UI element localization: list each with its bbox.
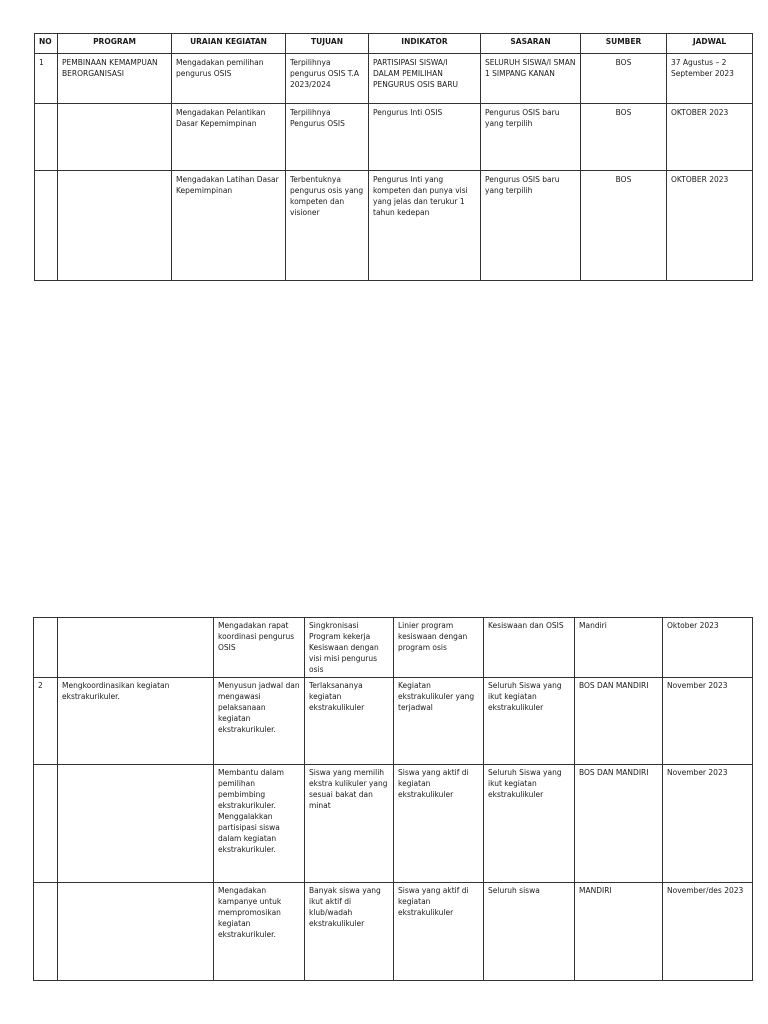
header-program: PROGRAM — [58, 34, 172, 54]
header-uraian-kegiatan: URAIAN KEGIATAN — [172, 34, 286, 54]
cell-sumber: BOS DAN MANDIRI — [575, 765, 663, 883]
cell-indikator: Kegiatan ekstrakulikuler yang terjadwal — [394, 678, 484, 765]
cell-sumber: MANDIRI — [575, 883, 663, 981]
cell-no — [34, 618, 58, 678]
cell-no: 2 — [34, 678, 58, 765]
cell-jadwal: November 2023 — [663, 765, 753, 883]
cell-uraian: Membantu dalam pemilihan pembimbing ekstrakurikuler. Menggalakkan partisipasi siswa dalam kegiatan ekstrakurikuler. — [214, 765, 305, 883]
cell-no — [34, 765, 58, 883]
cell-sumber: Mandiri — [575, 618, 663, 678]
cell-indikator: Linier program kesiswaan dengan program osis — [394, 618, 484, 678]
table-row — [34, 678, 753, 765]
cell-sumber: BOS — [581, 171, 667, 281]
cell-uraian: Mengadakan kampanye untuk mempromosikan kegiatan ekstrakurikuler. — [214, 883, 305, 981]
table-row — [35, 104, 753, 171]
cell-sasaran: Pengurus OSIS baru yang terpilih — [481, 171, 581, 281]
cell-indikator: Pengurus Inti OSIS — [369, 104, 481, 171]
cell-program — [58, 765, 214, 883]
cell-no — [34, 883, 58, 981]
cell-jadwal: OKTOBER 2023 — [667, 104, 753, 171]
cell-no: 1 — [35, 54, 58, 104]
cell-jadwal: November/des 2023 — [663, 883, 753, 981]
cell-indikator: Pengurus Inti yang kompeten dan punya visi yang jelas dan terukur 1 tahun kedepan — [369, 171, 481, 281]
cell-sasaran: Seluruh Siswa yang ikut kegiatan ekstrakulikuler — [484, 678, 575, 765]
cell-program: Mengkoordinasikan kegiatan ekstrakurikuler. — [58, 678, 214, 765]
cell-sasaran: SELURUH SISWA/I SMAN 1 SIMPANG KANAN — [481, 54, 581, 104]
cell-sasaran: Seluruh Siswa yang ikut kegiatan ekstrakulikuler — [484, 765, 575, 883]
cell-no — [35, 171, 58, 281]
table-row — [35, 54, 753, 104]
cell-sasaran: Kesiswaan dan OSIS — [484, 618, 575, 678]
header-no: NO — [35, 34, 58, 54]
header-tujuan: TUJUAN — [286, 34, 369, 54]
cell-program — [58, 171, 172, 281]
program-table-2 — [33, 617, 753, 981]
cell-tujuan: Singkronisasi Program kekerja Kesiswaan dengan visi misi pengurus osis — [305, 618, 394, 678]
table-row — [34, 765, 753, 883]
cell-sasaran: Seluruh siswa — [484, 883, 575, 981]
cell-uraian: Mengadakan rapat koordinasi pengurus OSIS — [214, 618, 305, 678]
cell-sumber: BOS DAN MANDIRI — [575, 678, 663, 765]
cell-tujuan: Terpilihnya pengurus OSIS T.A 2023/2024 — [286, 54, 369, 104]
cell-uraian: Mengadakan pemilihan pengurus OSIS — [172, 54, 286, 104]
cell-sasaran: Pengurus OSIS baru yang terpilih — [481, 104, 581, 171]
cell-jadwal: Oktober 2023 — [663, 618, 753, 678]
cell-jadwal: November 2023 — [663, 678, 753, 765]
cell-tujuan: Terbentuknya pengurus osis yang kompeten dan visioner — [286, 171, 369, 281]
cell-program — [58, 883, 214, 981]
cell-tujuan: Banyak siswa yang ikut aktif di klub/wadah ekstrakulikuler — [305, 883, 394, 981]
table-row — [34, 618, 753, 678]
table-row — [34, 883, 753, 981]
header-sumber: SUMBER — [581, 34, 667, 54]
cell-indikator: Siswa yang aktif di kegiatan ekstrakulikuler — [394, 883, 484, 981]
cell-tujuan: Terlaksananya kegiatan ekstrakulikuler — [305, 678, 394, 765]
cell-indikator: Siswa yang aktif di kegiatan ekstrakulikuler — [394, 765, 484, 883]
program-table-1 — [34, 33, 753, 281]
cell-program: PEMBINAAN KEMAMPUAN BERORGANISASI — [58, 54, 172, 104]
cell-program — [58, 104, 172, 171]
header-jadwal: JADWAL — [667, 34, 753, 54]
cell-sumber: BOS — [581, 54, 667, 104]
table-row — [35, 171, 753, 281]
cell-sumber: BOS — [581, 104, 667, 171]
cell-jadwal: 37 Agustus – 2 September 2023 — [667, 54, 753, 104]
header-indikator: INDIKATOR — [369, 34, 481, 54]
cell-uraian: Mengadakan Pelantikan Dasar Kepemimpinan — [172, 104, 286, 171]
cell-no — [35, 104, 58, 171]
cell-program — [58, 618, 214, 678]
cell-tujuan: Siswa yang memilih ekstra kulikuler yang sesuai bakat dan minat — [305, 765, 394, 883]
table-header-row — [35, 34, 753, 54]
cell-indikator: PARTISIPASI SISWA/I DALAM PEMILIHAN PENGURUS OSIS BARU — [369, 54, 481, 104]
cell-uraian: Mengadakan Latihan Dasar Kepemimpinan — [172, 171, 286, 281]
cell-uraian: Menyusun jadwal dan mengawasi pelaksanaan kegiatan ekstrakurikuler. — [214, 678, 305, 765]
cell-jadwal: OKTOBER 2023 — [667, 171, 753, 281]
header-sasaran: SASARAN — [481, 34, 581, 54]
cell-tujuan: Terpilihnya Pengurus OSIS — [286, 104, 369, 171]
